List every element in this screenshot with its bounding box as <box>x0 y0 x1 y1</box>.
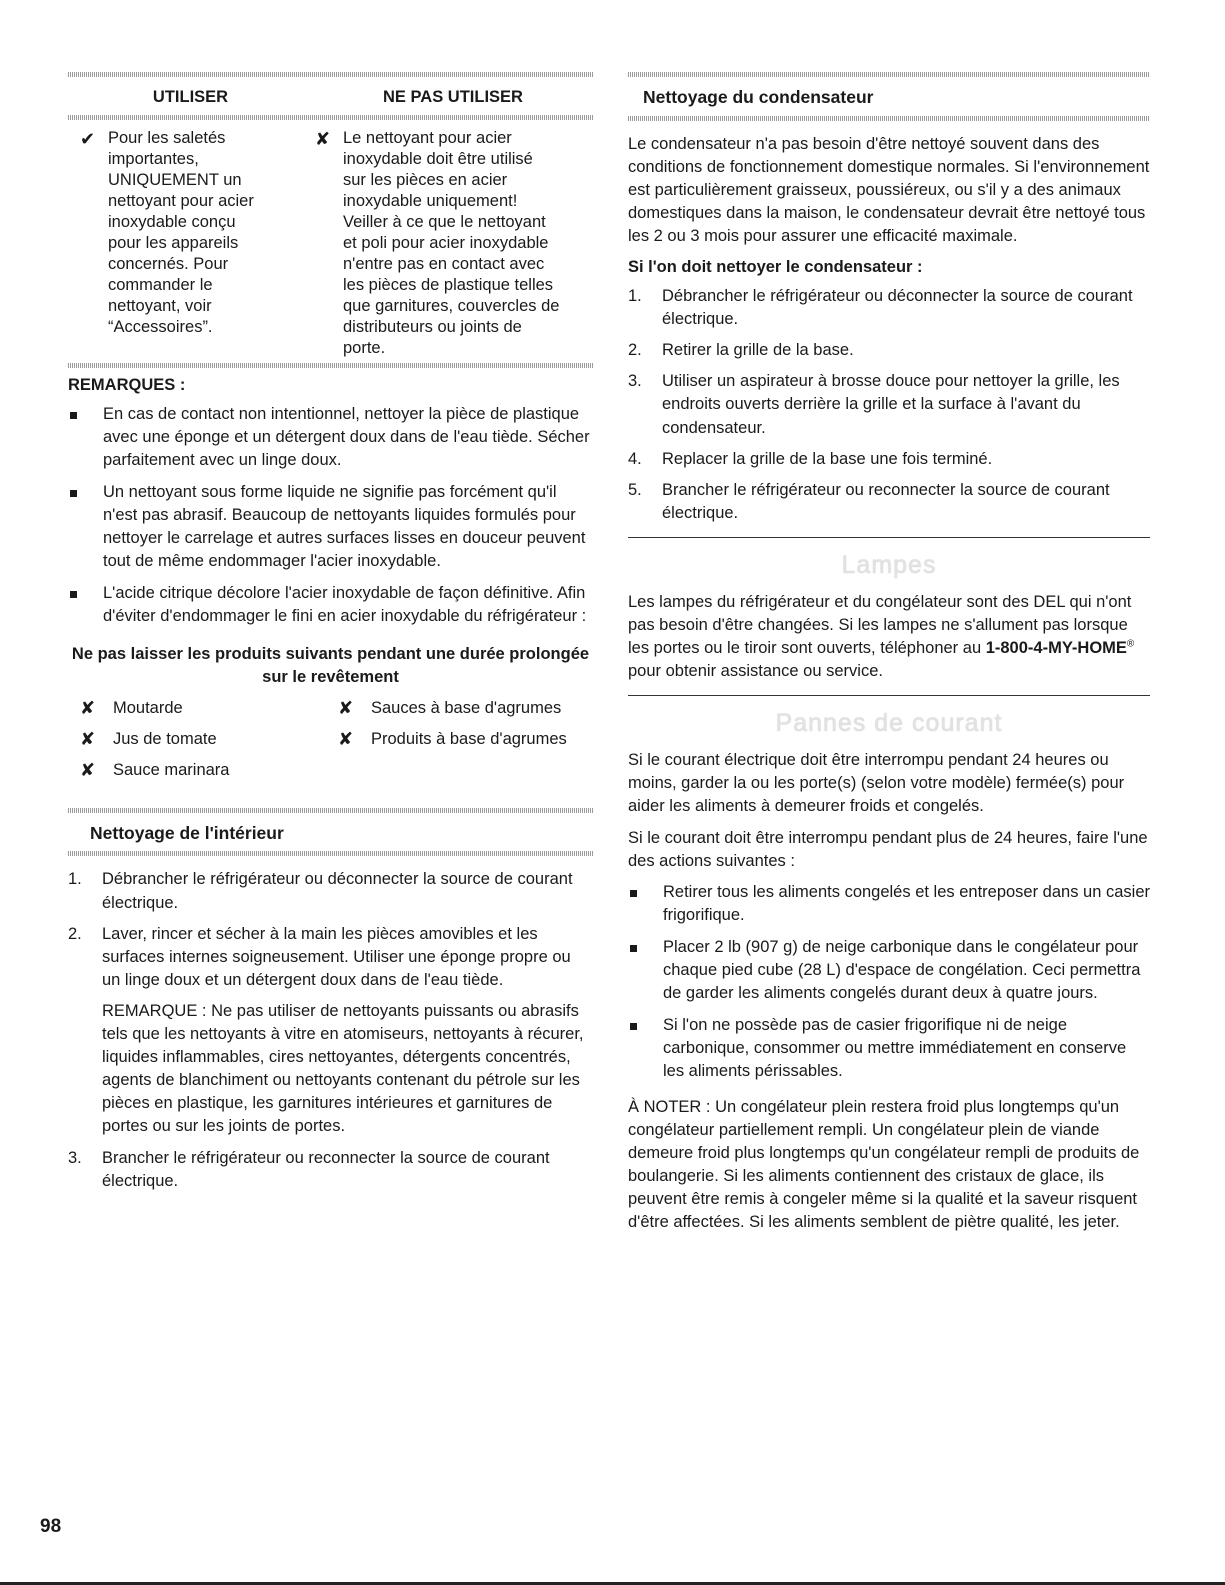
use-table-header <box>68 77 593 115</box>
food-label: Sauces à base d'agrumes <box>371 698 562 717</box>
dont-line: Le nettoyant pour acier <box>343 129 512 148</box>
dont-use-cell <box>313 128 593 358</box>
step-number: 5. <box>628 480 642 499</box>
dont-line: Veiller à ce que le nettoyant <box>343 212 546 231</box>
note-text: Un congélateur plein restera froid plus longtemps qu'un congélateur partiellement rempli. Un congélateur plein de viande demeure froid plus longtemps qu'un congélateur rempli de produits de boulangerie. Si les aliments contiennent des cristaux de glace, ils peuvent être remis à congeler même si la qualité et la saveur risquent d'être affectées. Si les aliments semblent de piètre qualité, les jeter. <box>628 1097 1140 1231</box>
list-item: L'acide citrique décolore l'acier inoxydable de façon définitive. Afin d'éviter d'endommager le fini en acier inoxydable du réfrigérateur : <box>68 582 593 628</box>
outage-title: Pannes de courant <box>775 709 1003 738</box>
step-text: Utiliser un aspirateur à brosse douce pour nettoyer la grille, les endroits ouverts derrière la grille et la surface à l'avant du condensateur. <box>662 372 1120 437</box>
step-text: Retirer la grille de la base. <box>662 341 854 360</box>
warning-title: Ne pas laisser les produits suivants pendant une durée prolongée sur le revêtement <box>71 644 590 686</box>
step-item <box>628 448 1150 471</box>
outage-paragraph-1: Si le courant électrique doit être interrompu pendant 24 heures ou moins, garder la ou les porte(s) (selon votre modèle) fermée(s) pour aider les aliments à demeurer froids et congelés. <box>628 751 1125 816</box>
step-number: 4. <box>628 449 642 468</box>
outage-paragraph-2: Si le courant doit être interrompu pendant plus de 24 heures, faire l'une des actions suivantes : <box>628 828 1148 870</box>
step-number: 1. <box>628 287 642 306</box>
cross-icon: ✘ <box>338 728 354 749</box>
dont-line: inoxydable uniquement! <box>343 191 518 210</box>
step-body <box>662 285 1150 331</box>
food-label: Jus de tomate <box>113 729 217 748</box>
use-line: importantes, <box>108 150 199 169</box>
step-item <box>68 923 593 1139</box>
step-body <box>102 868 593 914</box>
section-divider <box>628 695 1150 696</box>
step-number: 3. <box>68 1148 82 1167</box>
dont-use-heading: NE PAS UTILISER <box>383 88 523 106</box>
condenser-subtitle: Si l'on doit nettoyer le condensateur : <box>628 257 923 276</box>
step-text: Débrancher le réfrigérateur ou déconnecter la source de courant électrique. <box>662 287 1133 329</box>
cross-icon: ✘ <box>80 759 96 780</box>
use-line: nettoyant pour acier <box>108 191 254 210</box>
list-item: Si l'on ne possède pas de casier frigorifique ni de neige carbonique, consommer ou mettre immédiatement en conserve les aliments périssables. <box>628 1014 1150 1083</box>
step-note <box>102 1000 593 1139</box>
cross-icon: ✘ <box>80 697 96 718</box>
step-item <box>68 868 593 914</box>
remarques-list <box>68 403 593 629</box>
left-column <box>68 72 593 1201</box>
dotted-rule <box>68 851 593 856</box>
step-item <box>628 479 1150 525</box>
step-text: Laver, rincer et sécher à la main les pièces amovibles et les surfaces internes soigneusement. Utiliser une éponge propre ou un linge doux et un détergent doux dans de l'eau tiède. <box>102 924 571 989</box>
use-line: nettoyant, voir <box>108 296 212 315</box>
step-text: Débrancher le réfrigérateur ou déconnecter la source de courant électrique. <box>102 870 573 912</box>
step-body <box>662 370 1150 439</box>
condenser-steps <box>628 285 1150 525</box>
use-heading: UTILISER <box>152 88 229 106</box>
step-body <box>662 479 1150 525</box>
step-body <box>662 339 854 362</box>
list-item: En cas de contact non intentionnel, nettoyer la pièce de plastique avec une éponge et un détergent doux dans de l'eau tiède. Sécher parfaitement avec un linge doux. <box>68 403 593 472</box>
use-table <box>68 72 593 368</box>
use-line: concernés. Pour <box>108 254 229 273</box>
food-item <box>80 728 338 751</box>
condenser-title: Nettoyage du condensateur <box>643 87 874 107</box>
food-item <box>80 697 338 720</box>
dotted-rule <box>68 363 593 368</box>
condenser-intro: Le condensateur n'a pas besoin d'être nettoyé souvent dans des conditions de fonctionnement domestique normales. Si l'environnement est particulièrement graisseux, poussiéreux, ou s'il y a des animaux domestiques dans la maison, le condensateur devrait être nettoyé tous les 2 ou 3 mois pour assurer une efficacité maximale. <box>628 134 1150 245</box>
step-text: Replacer la grille de la base une fois terminé. <box>662 449 993 468</box>
interior-steps <box>68 868 593 1192</box>
lamps-text <box>628 591 1150 683</box>
registered-mark: ® <box>1126 638 1135 650</box>
list-item: Retirer tous les aliments congelés et les entreposer dans un casier frigorifique. <box>628 881 1150 927</box>
step-number: 2. <box>628 341 642 360</box>
cross-icon: ✘ <box>338 697 354 718</box>
lamps-text-after: pour obtenir assistance ou service. <box>628 662 883 681</box>
use-line: UNIQUEMENT un <box>108 171 242 189</box>
dont-line: et poli pour acier inoxydable <box>343 233 549 252</box>
use-line: pour les appareils <box>108 233 239 252</box>
outage-list <box>628 881 1150 1084</box>
step-text: Brancher le réfrigérateur ou reconnecter la source de courant électrique. <box>102 1148 550 1190</box>
step-number: 3. <box>628 372 642 391</box>
note-label: À NOTER : <box>628 1097 711 1116</box>
step-body <box>102 923 593 1139</box>
step-item <box>628 339 1150 362</box>
page-number: 98 <box>40 1516 62 1537</box>
use-line: inoxydable conçu <box>108 212 236 231</box>
dont-line: sur les pièces en acier <box>343 171 508 189</box>
food-label: Moutarde <box>113 698 183 717</box>
step-item <box>628 370 1150 439</box>
right-column <box>628 72 1150 1242</box>
phone-number: 1-800-4-MY-HOME <box>985 639 1127 658</box>
step-text: Brancher le réfrigérateur ou reconnecter la source de courant électrique. <box>662 480 1110 522</box>
use-line: commander le <box>108 275 213 294</box>
use-text <box>108 128 254 358</box>
foods-list <box>68 697 593 782</box>
step-item <box>628 285 1150 331</box>
list-item: Un nettoyant sous forme liquide ne signifie pas forcément qu'il n'est pas abrasif. Beaucoup de nettoyants liquides formulés pour nettoyer le carrelage et autres surfaces lisses en douceur peuvent tout de même endommager l'acier inoxydable. <box>68 481 593 573</box>
lamps-title: Lampes <box>841 550 937 579</box>
checkmark-icon: ✔ <box>80 129 96 150</box>
step-item <box>68 1147 593 1193</box>
dont-line: inoxydable doit être utilisé <box>343 150 533 169</box>
list-item: Placer 2 lb (907 g) de neige carbonique dans le congélateur pour chaque pied cube (28 L) d'espace de congélation. Ceci permettra de garder les aliments congelés durant deux à quatre jours. <box>628 936 1150 1005</box>
dont-line: les pièces de plastique telles <box>343 275 554 294</box>
use-cell <box>68 128 313 358</box>
note-label: REMARQUE : <box>102 1001 207 1020</box>
step-number: 1. <box>68 870 82 889</box>
step-body <box>662 448 992 471</box>
food-label: Sauce marinara <box>113 760 230 779</box>
cross-icon: ✘ <box>315 129 331 150</box>
remarques-title: REMARQUES : <box>68 375 186 394</box>
dont-line: distributeurs ou joints de <box>343 317 522 336</box>
use-line: “Accessoires”. <box>108 317 213 336</box>
dont-line: porte. <box>343 338 386 357</box>
outage-note <box>628 1096 1150 1235</box>
food-item <box>80 759 338 782</box>
section-divider <box>628 537 1150 538</box>
step-number: 2. <box>68 924 82 943</box>
interior-title: Nettoyage de l'intérieur <box>90 822 284 843</box>
note-text: Ne pas utiliser de nettoyants puissants ou abrasifs tels que les nettoyants à vitre en atomiseurs, nettoyants à récurer, liquides inflammables, cires nettoyantes, détergents concentrés, agents de blanchiment ou nettoyants contenant du pétrole sur les pièces en plastique, les garnitures intérieures et garnitures de portes ou sur les joints de portes. <box>102 1001 584 1136</box>
food-label: Produits à base d'agrumes <box>371 729 567 748</box>
use-line: Pour les saletés <box>108 129 226 148</box>
food-item <box>338 728 588 751</box>
dont-line: n'entre pas en contact avec <box>343 254 545 273</box>
use-table-row <box>68 120 593 362</box>
dont-line: que garnitures, couvercles de <box>343 296 560 315</box>
lamps-text-before: Les lampes du réfrigérateur et du congélateur sont des DEL qui n'ont pas besoin d'être changées. Si les lampes ne s'allument pas lorsque les portes ou le tiroir sont ouverts, téléphoner au <box>628 592 1132 658</box>
step-body <box>102 1147 593 1193</box>
cross-icon: ✘ <box>80 728 96 749</box>
food-item <box>338 697 588 720</box>
dont-use-text <box>343 128 559 358</box>
